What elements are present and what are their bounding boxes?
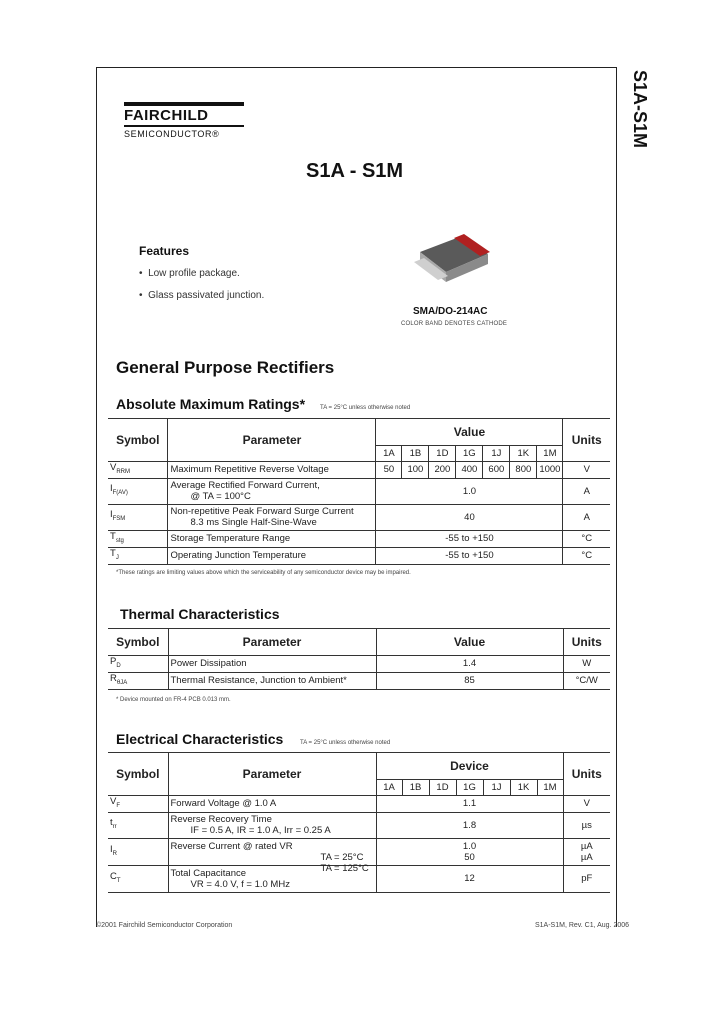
col-units: Units [563,629,610,656]
col-parameter: Parameter [168,419,376,462]
logo-brand: FAIRCHILD [124,107,209,124]
logo-sub: SEMICONDUCTOR® [124,129,220,139]
section-heading: General Purpose Rectifiers [116,358,335,377]
device-code: 1D [429,446,456,462]
table-row: $P_D$ Power Dissipation 1.4 W [108,656,610,673]
device-code: 1K [510,446,537,462]
col-symbol: Symbol [108,419,168,462]
table-row: $C_T$ Total Capacitance VR = 4.0 V, f = 1.0 MHz 12 pF [108,865,610,892]
col-symbol: Symbol [108,753,168,796]
table-row: $V_{RRM}$ Maximum Repetitive Reverse Voltage 50 100 200 400 600 800 1000 V [108,462,610,479]
thermal-table [108,628,610,690]
device-code: 1J [483,780,510,796]
absolute-max-table [108,418,610,565]
table-row: $T_{stg}$ Storage Temperature Range -55 to +150 °C [108,530,610,547]
device-code: 1M [537,780,563,796]
table-row: $I_R$ Reverse Current @ rated VR TA = 25°C TA = 125°C 1.0 50 µA µA [108,838,610,865]
side-title: S1A-S1M [630,70,650,149]
device-code: 1D [429,780,456,796]
col-value: Value [376,629,563,656]
abs-conditions: TA = 25°C unless otherwise noted [320,405,411,411]
device-code: 1J [483,446,510,462]
col-device: Device [376,753,563,780]
device-code: 1A [376,446,402,462]
col-parameter: Parameter [168,629,376,656]
package-note: COLOR BAND DENOTES CATHODE [401,321,508,327]
footer-copyright: ©2001 Fairchild Semiconductor Corporation [96,922,233,929]
table-row: $R_{\theta JA}$ Thermal Resistance, Junction to Ambient* 85 °C/W [108,672,610,689]
device-code: 1B [402,780,429,796]
abs-footnote: *These ratings are limiting values above which the serviceability of any semiconductor device may be impaired. [116,570,411,576]
footer-revision: S1A-S1M, Rev. C1, Aug. 2006 [535,922,630,929]
features-heading: Features [139,244,190,258]
feature-item: • Low profile package. [139,268,240,279]
fairchild-logo [124,102,244,140]
table-row: $I_{F(AV)}$ Average Rectified Forward Current, @ TA = 100°C 1.0 A [108,478,610,504]
device-code: 1B [402,446,429,462]
thermal-footnote: * Device mounted on FR-4 PCB 0.013 mm. [116,697,231,703]
device-code: 1G [456,446,483,462]
device-code: 1A [376,780,402,796]
document-title: S1A - S1M [306,160,404,182]
table-row: $t_{rr}$ Reverse Recovery Time IF = 0.5 A, IR = 1.0 A, Irr = 0.25 A 1.8 µs [108,812,610,838]
device-code: 1M [537,446,563,462]
col-units: Units [563,419,610,462]
feature-item: • Glass passivated junction. [139,290,265,301]
elec-heading: Electrical Characteristics [116,731,284,747]
device-code: 1G [456,780,483,796]
electrical-table [108,752,610,893]
abs-heading: Absolute Maximum Ratings* [116,396,306,412]
table-row: $I_{FSM}$ Non-repetitive Peak Forward Surge Current 8.3 ms Single Half-Sine-Wave 40 A [108,504,610,530]
col-units: Units [563,753,610,796]
col-value: Value [376,419,563,446]
device-code: 1K [510,780,537,796]
thermal-heading: Thermal Characteristics [120,606,280,622]
col-parameter: Parameter [168,753,376,796]
package-image [412,228,494,288]
table-row: $T_J$ Operating Junction Temperature -55 to +150 °C [108,547,610,564]
table-row: $V_F$ Forward Voltage @ 1.0 A 1.1 V [108,796,610,813]
package-name: SMA/DO-214AC [413,306,488,317]
col-symbol: Symbol [108,629,168,656]
elec-conditions: TA = 25°C unless otherwise noted [300,740,391,746]
